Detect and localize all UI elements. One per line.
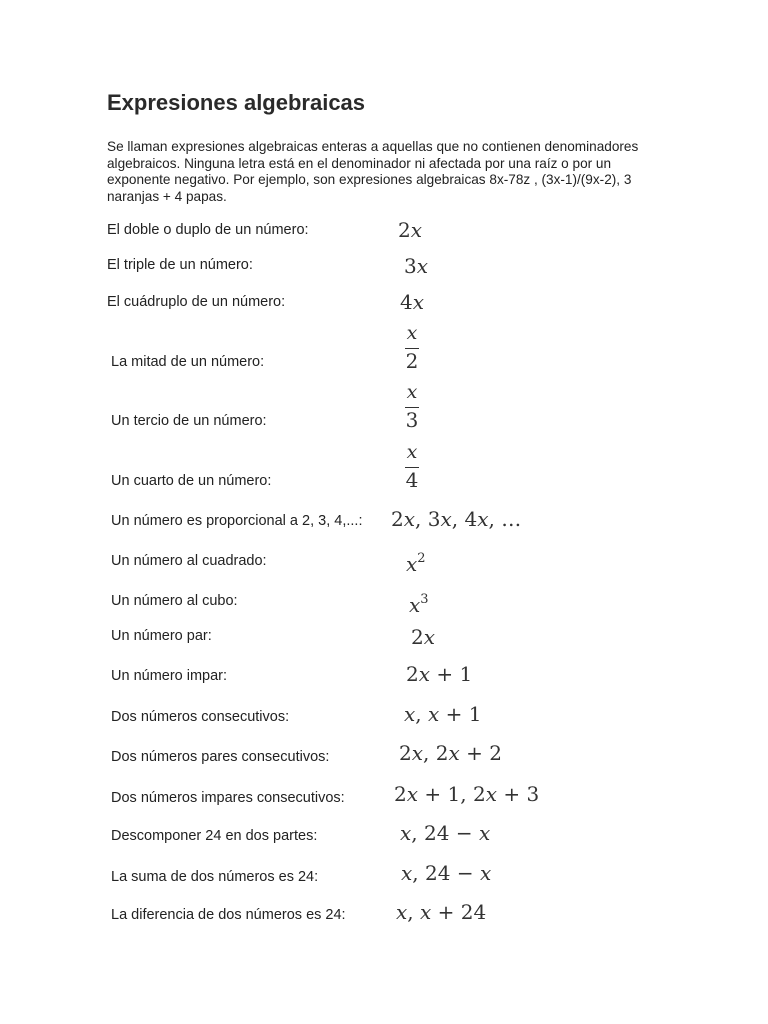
row-label-par: Un número par: <box>111 628 212 644</box>
row-label-cuadruplo: El cuádruplo de un número: <box>107 294 286 310</box>
math-expression-diferencia: x, x + 24 <box>396 900 487 924</box>
math-expression-suma: x, 24 − x <box>401 861 492 885</box>
row-label-suma: La suma de dos números es 24: <box>111 869 319 885</box>
row-label-diferencia: La diferencia de dos números es 24: <box>111 907 346 923</box>
row-label-cuadrado: Un número al cuadrado: <box>111 553 267 569</box>
math-expression-pares-consecutivos: 2x, 2x + 2 <box>399 741 502 765</box>
fraction-denominator: 4 <box>405 468 419 493</box>
row-label-impares-consecutivos: Dos números impares consecutivos: <box>111 790 345 806</box>
row-label-pares-consecutivos: Dos números pares consecutivos: <box>111 749 330 765</box>
math-expression-impar: 2x + 1 <box>406 662 473 686</box>
math-expression-consecutivos: x, x + 1 <box>404 702 482 726</box>
row-label-consecutivos: Dos números consecutivos: <box>111 709 290 725</box>
power-exponent: 3 <box>420 592 429 607</box>
row-label-doble: El doble o duplo de un número: <box>107 222 309 238</box>
row-label-impar: Un número impar: <box>111 668 228 684</box>
fraction-numerator: x <box>406 441 418 463</box>
power-base: x <box>409 593 421 617</box>
page-title: Expresiones algebraicas <box>107 90 366 115</box>
power-exponent: 2 <box>417 551 426 566</box>
math-expression-triple: 3x <box>404 254 429 278</box>
math-expression-cuadruplo: 4x <box>400 290 425 314</box>
fraction-denominator: 2 <box>405 349 419 374</box>
math-fraction-cuarto <box>405 441 419 493</box>
math-expression-par: 2x <box>411 625 436 649</box>
fraction-numerator: x <box>406 322 418 344</box>
fraction-denominator: 3 <box>405 408 419 433</box>
intro-paragraph: Se llaman expresiones algebraicas enteras a aquellas que no contienen denominadores algebraicos. Ninguna letra está en el denominador ni afectada por una raíz o por un exponente negativo. Por ejemplo, son expresiones algebraicas 8x-78z , (3x-1)/(9x-2), 3 naranjas + 4 papas. <box>107 139 639 204</box>
row-label-cuarto: Un cuarto de un número: <box>111 473 272 489</box>
math-expression-descomponer: x, 24 − x <box>400 821 491 845</box>
row-label-descomponer: Descomponer 24 en dos partes: <box>111 828 318 844</box>
row-label-mitad: La mitad de un número: <box>111 354 265 370</box>
math-expression-proporcional: 2x, 3x, 4x, … <box>391 507 522 531</box>
math-fraction-mitad <box>405 322 419 374</box>
row-label-tercio: Un tercio de un número: <box>111 413 267 429</box>
row-label-cubo: Un número al cubo: <box>111 593 238 609</box>
math-fraction-tercio <box>405 381 419 433</box>
math-expression-impares-consecutivos: 2x + 1, 2x + 3 <box>394 782 540 806</box>
row-label-proporcional: Un número es proporcional a 2, 3, 4,...: <box>111 513 363 529</box>
power-base: x <box>406 552 418 576</box>
row-label-triple: El triple de un número: <box>107 257 253 273</box>
math-power-cuadrado <box>406 552 426 574</box>
math-power-cubo <box>409 593 429 615</box>
math-expression-doble: 2x <box>398 218 423 242</box>
fraction-numerator: x <box>406 381 418 403</box>
